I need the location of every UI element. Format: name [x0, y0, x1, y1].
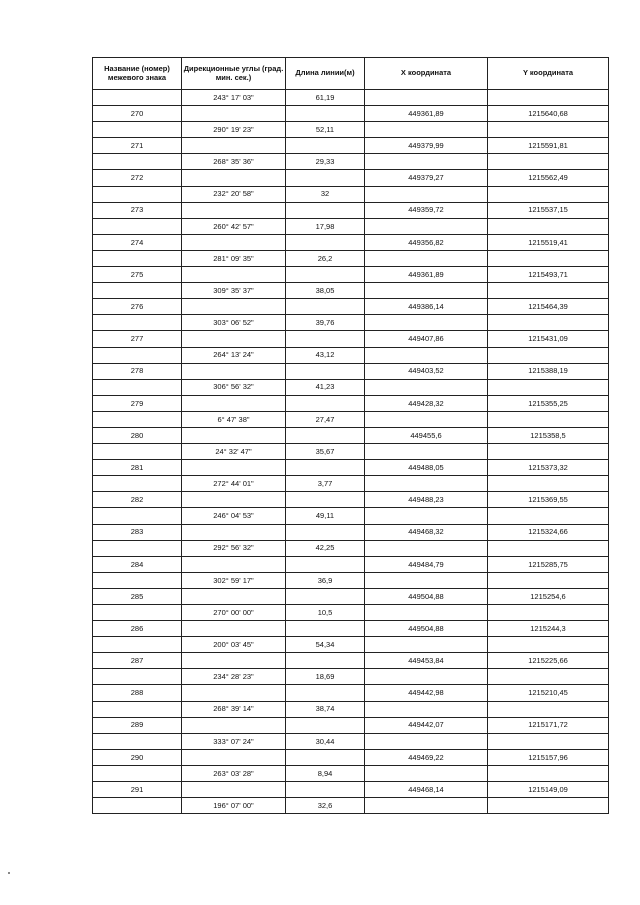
table-row-line — [93, 122, 609, 138]
mark-name-cell: 278 — [93, 363, 182, 379]
boundary-coordinates-table — [92, 57, 609, 814]
line-length-cell — [286, 556, 365, 572]
direction-angle-cell — [182, 267, 286, 283]
y-coordinate-cell: 1215285,75 — [488, 556, 609, 572]
direction-angle-cell: 24° 32' 47" — [182, 444, 286, 460]
table-row-line — [93, 411, 609, 427]
table-row-line — [93, 572, 609, 588]
y-coordinate-cell — [488, 90, 609, 106]
table-row-line — [93, 798, 609, 814]
direction-angle-cell — [182, 106, 286, 122]
table-row-point — [93, 685, 609, 701]
mark-name-cell — [93, 733, 182, 749]
x-coordinate-cell: 449356,82 — [365, 234, 488, 250]
y-coordinate-cell: 1215493,71 — [488, 267, 609, 283]
direction-angle-cell — [182, 299, 286, 315]
direction-angle-cell: 272° 44' 01" — [182, 476, 286, 492]
mark-name-cell — [93, 154, 182, 170]
direction-angle-cell — [182, 621, 286, 637]
y-coordinate-cell — [488, 218, 609, 234]
direction-angle-cell: 234° 28' 23" — [182, 669, 286, 685]
x-coordinate-cell: 449428,32 — [365, 395, 488, 411]
mark-name-cell: 276 — [93, 299, 182, 315]
mark-name-cell: 282 — [93, 492, 182, 508]
table-row-line — [93, 283, 609, 299]
x-coordinate-cell: 449468,32 — [365, 524, 488, 540]
line-length-cell — [286, 299, 365, 315]
y-coordinate-cell: 1215562,49 — [488, 170, 609, 186]
x-coordinate-cell: 449379,27 — [365, 170, 488, 186]
table-row-line — [93, 379, 609, 395]
mark-name-cell — [93, 411, 182, 427]
line-length-cell: 32,6 — [286, 798, 365, 814]
table-row-line — [93, 701, 609, 717]
line-length-cell — [286, 267, 365, 283]
x-coordinate-cell: 449469,22 — [365, 749, 488, 765]
y-coordinate-cell: 1215244,3 — [488, 621, 609, 637]
mark-name-cell — [93, 540, 182, 556]
line-length-cell — [286, 749, 365, 765]
direction-angle-cell — [182, 556, 286, 572]
table-row-line — [93, 476, 609, 492]
mark-name-cell — [93, 798, 182, 814]
mark-name-cell: 275 — [93, 267, 182, 283]
line-length-cell: 49,11 — [286, 508, 365, 524]
y-coordinate-cell — [488, 540, 609, 556]
line-length-cell: 54,34 — [286, 637, 365, 653]
line-length-cell: 35,67 — [286, 444, 365, 460]
line-length-cell: 36,9 — [286, 572, 365, 588]
line-length-cell — [286, 460, 365, 476]
y-coordinate-cell: 1215373,32 — [488, 460, 609, 476]
direction-angle-cell: 246° 04' 53" — [182, 508, 286, 524]
y-coordinate-cell — [488, 315, 609, 331]
y-coordinate-cell — [488, 122, 609, 138]
x-coordinate-cell — [365, 283, 488, 299]
table-row-line — [93, 90, 609, 106]
x-coordinate-cell — [365, 605, 488, 621]
direction-angle-cell: 268° 35' 36" — [182, 154, 286, 170]
table-row-point — [93, 492, 609, 508]
table-row-line — [93, 444, 609, 460]
direction-angle-cell: 200° 03' 45" — [182, 637, 286, 653]
line-length-cell: 43,12 — [286, 347, 365, 363]
table-row-point — [93, 524, 609, 540]
x-coordinate-cell: 449442,98 — [365, 685, 488, 701]
x-coordinate-cell — [365, 669, 488, 685]
table-row-line — [93, 508, 609, 524]
y-coordinate-cell: 1215355,25 — [488, 395, 609, 411]
table-body — [93, 90, 609, 814]
x-coordinate-cell — [365, 411, 488, 427]
x-coordinate-cell: 449361,89 — [365, 267, 488, 283]
table-row-point — [93, 106, 609, 122]
line-length-cell — [286, 717, 365, 733]
mark-name-cell: 281 — [93, 460, 182, 476]
direction-angle-cell — [182, 782, 286, 798]
x-coordinate-cell — [365, 572, 488, 588]
table-row-point — [93, 653, 609, 669]
y-coordinate-cell: 1215519,41 — [488, 234, 609, 250]
line-length-cell — [286, 106, 365, 122]
direction-angle-cell: 196° 07' 00" — [182, 798, 286, 814]
table-row-line — [93, 605, 609, 621]
table-row-line — [93, 154, 609, 170]
x-coordinate-cell: 449403,52 — [365, 363, 488, 379]
direction-angle-cell — [182, 202, 286, 218]
mark-name-cell — [93, 250, 182, 266]
direction-angle-cell — [182, 363, 286, 379]
mark-name-cell: 286 — [93, 621, 182, 637]
direction-angle-cell: 333° 07' 24" — [182, 733, 286, 749]
table-row-point — [93, 717, 609, 733]
y-coordinate-cell — [488, 637, 609, 653]
table-row-point — [93, 588, 609, 604]
mark-name-cell — [93, 605, 182, 621]
direction-angle-cell: 281° 09' 35" — [182, 250, 286, 266]
mark-name-cell: 272 — [93, 170, 182, 186]
table-row-point — [93, 138, 609, 154]
line-length-cell — [286, 492, 365, 508]
direction-angle-cell — [182, 427, 286, 443]
mark-name-cell — [93, 122, 182, 138]
table-row-line — [93, 637, 609, 653]
x-coordinate-cell — [365, 637, 488, 653]
direction-angle-cell: 6° 47' 38" — [182, 411, 286, 427]
x-coordinate-cell: 449504,88 — [365, 588, 488, 604]
mark-name-cell — [93, 765, 182, 781]
table-row-point — [93, 621, 609, 637]
direction-angle-cell: 302° 59' 17" — [182, 572, 286, 588]
mark-name-cell: 283 — [93, 524, 182, 540]
x-coordinate-cell — [365, 347, 488, 363]
direction-angle-cell: 243° 17' 03" — [182, 90, 286, 106]
y-coordinate-cell — [488, 798, 609, 814]
direction-angle-cell — [182, 717, 286, 733]
line-length-cell — [286, 653, 365, 669]
x-coordinate-cell: 449484,79 — [365, 556, 488, 572]
x-coordinate-cell: 449455,6 — [365, 427, 488, 443]
mark-name-cell: 288 — [93, 685, 182, 701]
line-length-cell — [286, 234, 365, 250]
x-coordinate-cell — [365, 218, 488, 234]
table-row-point — [93, 460, 609, 476]
x-coordinate-cell: 449359,72 — [365, 202, 488, 218]
y-coordinate-cell: 1215324,66 — [488, 524, 609, 540]
x-coordinate-cell — [365, 798, 488, 814]
table-row-point — [93, 234, 609, 250]
line-length-cell: 42,25 — [286, 540, 365, 556]
mark-name-cell — [93, 186, 182, 202]
direction-angle-cell: 264° 13' 24" — [182, 347, 286, 363]
y-coordinate-cell — [488, 669, 609, 685]
line-length-cell: 17,98 — [286, 218, 365, 234]
direction-angle-cell: 268° 39' 14" — [182, 701, 286, 717]
x-coordinate-cell — [365, 154, 488, 170]
mark-name-cell: 279 — [93, 395, 182, 411]
line-length-cell — [286, 395, 365, 411]
y-coordinate-cell: 1215537,15 — [488, 202, 609, 218]
table-row-point — [93, 749, 609, 765]
x-coordinate-cell: 449504,88 — [365, 621, 488, 637]
direction-angle-cell — [182, 749, 286, 765]
line-length-cell: 26,2 — [286, 250, 365, 266]
mark-name-cell: 274 — [93, 234, 182, 250]
mark-name-cell — [93, 444, 182, 460]
mark-name-cell — [93, 476, 182, 492]
direction-angle-cell — [182, 685, 286, 701]
table-row-point — [93, 267, 609, 283]
line-length-cell: 61,19 — [286, 90, 365, 106]
mark-name-cell — [93, 315, 182, 331]
direction-angle-cell: 292° 56' 32" — [182, 540, 286, 556]
line-length-cell — [286, 685, 365, 701]
header-y-coordinate: Y координата — [488, 58, 609, 90]
x-coordinate-cell: 449468,14 — [365, 782, 488, 798]
x-coordinate-cell: 449442,07 — [365, 717, 488, 733]
line-length-cell: 8,94 — [286, 765, 365, 781]
line-length-cell: 32 — [286, 186, 365, 202]
x-coordinate-cell — [365, 122, 488, 138]
mark-name-cell: 285 — [93, 588, 182, 604]
header-direction-angles: Дирекционные углы (град. мин. сек.) — [182, 58, 286, 90]
y-coordinate-cell — [488, 765, 609, 781]
line-length-cell: 38,74 — [286, 701, 365, 717]
mark-name-cell — [93, 701, 182, 717]
direction-angle-cell — [182, 331, 286, 347]
x-coordinate-cell — [365, 701, 488, 717]
direction-angle-cell — [182, 492, 286, 508]
table-row-point — [93, 331, 609, 347]
mark-name-cell — [93, 379, 182, 395]
table-row-point — [93, 299, 609, 315]
x-coordinate-cell: 449453,84 — [365, 653, 488, 669]
table-row-line — [93, 315, 609, 331]
mark-name-cell — [93, 90, 182, 106]
mark-name-cell — [93, 508, 182, 524]
y-coordinate-cell — [488, 250, 609, 266]
direction-angle-cell — [182, 524, 286, 540]
y-coordinate-cell — [488, 572, 609, 588]
line-length-cell: 3,77 — [286, 476, 365, 492]
x-coordinate-cell — [365, 90, 488, 106]
line-length-cell — [286, 621, 365, 637]
y-coordinate-cell: 1215591,81 — [488, 138, 609, 154]
direction-angle-cell: 306° 56' 32" — [182, 379, 286, 395]
direction-angle-cell: 232° 20' 58" — [182, 186, 286, 202]
mark-name-cell: 284 — [93, 556, 182, 572]
x-coordinate-cell — [365, 379, 488, 395]
x-coordinate-cell — [365, 540, 488, 556]
y-coordinate-cell — [488, 605, 609, 621]
x-coordinate-cell: 449386,14 — [365, 299, 488, 315]
table-row-line — [93, 250, 609, 266]
mark-name-cell — [93, 637, 182, 653]
y-coordinate-cell: 1215171,72 — [488, 717, 609, 733]
direction-angle-cell: 309° 35' 37" — [182, 283, 286, 299]
y-coordinate-cell — [488, 476, 609, 492]
y-coordinate-cell: 1215210,45 — [488, 685, 609, 701]
line-length-cell: 39,76 — [286, 315, 365, 331]
mark-name-cell: 273 — [93, 202, 182, 218]
y-coordinate-cell: 1215358,5 — [488, 427, 609, 443]
x-coordinate-cell: 449407,86 — [365, 331, 488, 347]
line-length-cell — [286, 588, 365, 604]
line-length-cell — [286, 363, 365, 379]
line-length-cell — [286, 524, 365, 540]
line-length-cell — [286, 170, 365, 186]
y-coordinate-cell: 1215369,55 — [488, 492, 609, 508]
y-coordinate-cell — [488, 154, 609, 170]
direction-angle-cell: 270° 00' 00" — [182, 605, 286, 621]
x-coordinate-cell — [365, 250, 488, 266]
y-coordinate-cell: 1215388,19 — [488, 363, 609, 379]
y-coordinate-cell — [488, 733, 609, 749]
direction-angle-cell — [182, 234, 286, 250]
y-coordinate-cell: 1215464,39 — [488, 299, 609, 315]
table-header-row — [93, 58, 609, 90]
x-coordinate-cell: 449379,99 — [365, 138, 488, 154]
direction-angle-cell — [182, 653, 286, 669]
y-coordinate-cell — [488, 186, 609, 202]
mark-name-cell — [93, 572, 182, 588]
direction-angle-cell: 260° 42' 57" — [182, 218, 286, 234]
direction-angle-cell: 303° 06' 52" — [182, 315, 286, 331]
mark-name-cell: 271 — [93, 138, 182, 154]
y-coordinate-cell — [488, 411, 609, 427]
table-row-point — [93, 202, 609, 218]
table-row-line — [93, 218, 609, 234]
line-length-cell — [286, 331, 365, 347]
header-mark-name: Название (номер) межевого знака — [93, 58, 182, 90]
y-coordinate-cell — [488, 508, 609, 524]
direction-angle-cell: 263° 03' 28" — [182, 765, 286, 781]
mark-name-cell: 287 — [93, 653, 182, 669]
mark-name-cell: 270 — [93, 106, 182, 122]
direction-angle-cell — [182, 395, 286, 411]
y-coordinate-cell: 1215149,09 — [488, 782, 609, 798]
mark-name-cell: 291 — [93, 782, 182, 798]
table-row-line — [93, 765, 609, 781]
line-length-cell: 29,33 — [286, 154, 365, 170]
line-length-cell: 27,47 — [286, 411, 365, 427]
mark-name-cell — [93, 283, 182, 299]
line-length-cell: 18,69 — [286, 669, 365, 685]
line-length-cell — [286, 138, 365, 154]
table-row-line — [93, 733, 609, 749]
scan-speck — [8, 872, 10, 874]
mark-name-cell: 277 — [93, 331, 182, 347]
x-coordinate-cell — [365, 476, 488, 492]
x-coordinate-cell — [365, 508, 488, 524]
mark-name-cell: 280 — [93, 427, 182, 443]
table-row-point — [93, 170, 609, 186]
y-coordinate-cell — [488, 701, 609, 717]
mark-name-cell: 290 — [93, 749, 182, 765]
y-coordinate-cell: 1215157,96 — [488, 749, 609, 765]
y-coordinate-cell — [488, 379, 609, 395]
x-coordinate-cell — [365, 186, 488, 202]
table-row-line — [93, 186, 609, 202]
direction-angle-cell — [182, 138, 286, 154]
x-coordinate-cell — [365, 315, 488, 331]
mark-name-cell — [93, 669, 182, 685]
table-row-point — [93, 395, 609, 411]
line-length-cell — [286, 202, 365, 218]
x-coordinate-cell: 449488,05 — [365, 460, 488, 476]
line-length-cell: 38,05 — [286, 283, 365, 299]
x-coordinate-cell — [365, 765, 488, 781]
line-length-cell: 41,23 — [286, 379, 365, 395]
mark-name-cell — [93, 218, 182, 234]
line-length-cell — [286, 782, 365, 798]
table-row-point — [93, 363, 609, 379]
table-row-point — [93, 427, 609, 443]
line-length-cell: 10,5 — [286, 605, 365, 621]
y-coordinate-cell: 1215640,68 — [488, 106, 609, 122]
header-line-length: Длина линии(м) — [286, 58, 365, 90]
direction-angle-cell — [182, 588, 286, 604]
y-coordinate-cell — [488, 347, 609, 363]
y-coordinate-cell: 1215225,66 — [488, 653, 609, 669]
y-coordinate-cell — [488, 444, 609, 460]
y-coordinate-cell: 1215254,6 — [488, 588, 609, 604]
mark-name-cell — [93, 347, 182, 363]
direction-angle-cell — [182, 170, 286, 186]
line-length-cell: 30,44 — [286, 733, 365, 749]
x-coordinate-cell — [365, 444, 488, 460]
header-x-coordinate: X координата — [365, 58, 488, 90]
table-row-point — [93, 782, 609, 798]
table-row-line — [93, 669, 609, 685]
direction-angle-cell — [182, 460, 286, 476]
mark-name-cell: 289 — [93, 717, 182, 733]
line-length-cell: 52,11 — [286, 122, 365, 138]
x-coordinate-cell: 449361,89 — [365, 106, 488, 122]
y-coordinate-cell — [488, 283, 609, 299]
line-length-cell — [286, 427, 365, 443]
x-coordinate-cell: 449488,23 — [365, 492, 488, 508]
y-coordinate-cell: 1215431,09 — [488, 331, 609, 347]
table-row-line — [93, 347, 609, 363]
direction-angle-cell: 290° 19' 23" — [182, 122, 286, 138]
x-coordinate-cell — [365, 733, 488, 749]
table-row-line — [93, 540, 609, 556]
table-row-point — [93, 556, 609, 572]
